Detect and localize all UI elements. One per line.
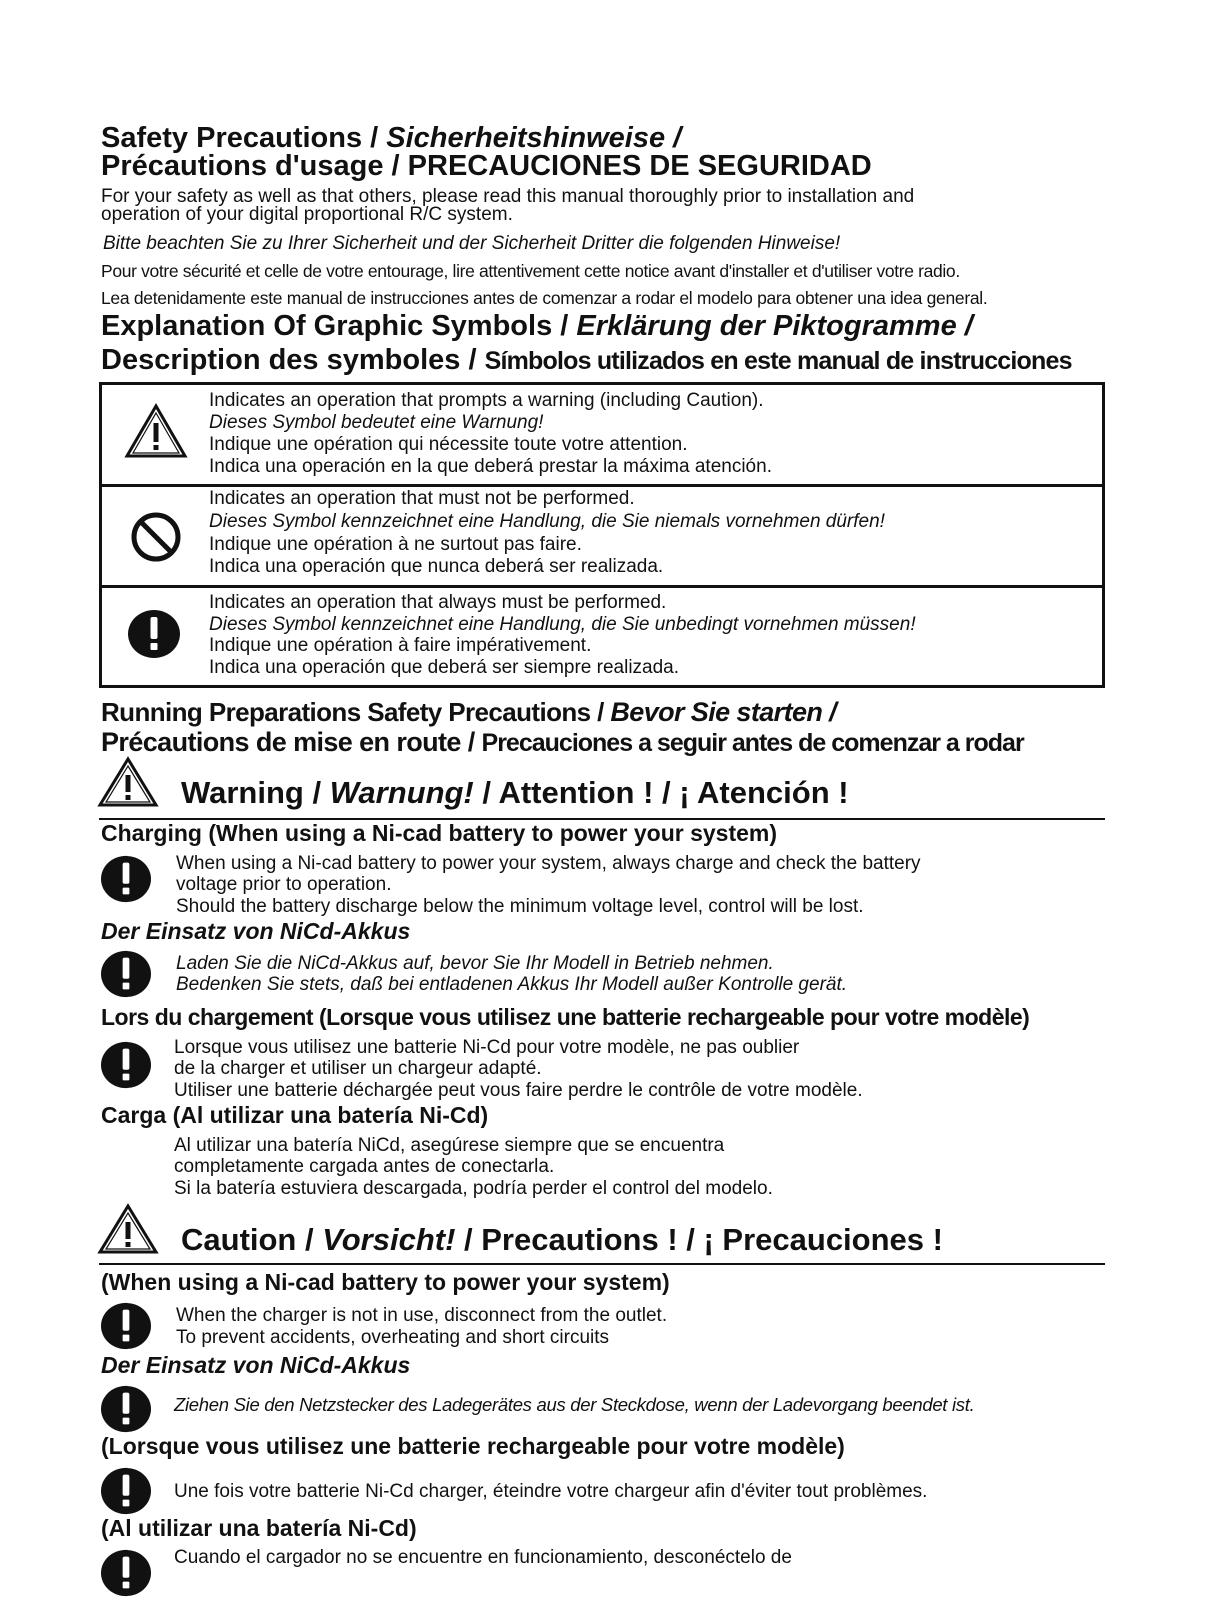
warning-de-line1: Laden Sie die NiCd-Akkus auf, bevor Sie Ihr Modell in Betrieb nehmen. [176,953,774,974]
caution-de-heading: Der Einsatz von NiCd-Akkus [101,1352,411,1378]
warning-triangle-icon [97,756,159,808]
intro-fr: Pour votre sécurité et celle de votre entourage, lire attentivement cette notice avant d'installer et d'utiliser votre radio. [101,261,960,281]
mandatory-exclamation-icon [99,1040,153,1090]
warning-de-line2: Bedenken Sie stets, daß bei entladenen Akkus Ihr Modell außer Kontrolle gerät. [176,974,848,995]
caution-fr-line1: Une fois votre batterie Ni-Cd charger, éteindre votre chargeur afin d'éviter tout problèmes. [174,1481,928,1502]
warning-en-heading: Charging (When using a Ni-cad battery to power your system) [101,820,778,846]
symbol-row-2-en: Indicates an operation that must not be performed. [209,488,635,509]
symbol-row-1-es: Indica una operación en la que deberá prestar la máxima atención. [209,456,772,477]
symbols-heading-fr: Description des symboles / [101,344,485,376]
warning-es-line3: Si la batería estuviera descargada, podría perder el control del modelo. [174,1178,773,1199]
caution-title-en: Caution / [181,1222,323,1257]
symbol-row-3-es: Indica una operación que deberá ser siempre realizada. [209,657,680,678]
symbols-heading-es: Símbolos utilizados en este manual de instrucciones [484,347,1072,375]
caution-en-line2: To prevent accidents, overheating and short circuits [176,1327,610,1348]
symbol-row-2-es: Indica una operación que nunca deberá ser realizada. [209,556,664,577]
symbol-row-2-de: Dieses Symbol kennzeichnet eine Handlung, die Sie niemals vornehmen dürfen! [209,511,885,532]
symbols-heading-line2 [101,343,1072,378]
symbols-heading-line1 [101,309,973,343]
symbol-row-3-fr: Indique une opération à faire impérativement. [209,635,592,656]
caution-triangle-icon [97,1203,159,1255]
caution-en-heading: (When using a Ni-cad battery to power your system) [101,1269,670,1295]
running-heading-line2 [101,727,1024,758]
warning-triangle-icon [124,403,188,459]
warning-en-line3: Should the battery discharge below the minimum voltage level, control will be lost. [176,896,864,917]
running-heading-en: Running Preparations Safety Precautions / [101,697,611,727]
warning-es-line1: Al utilizar una batería NiCd, asegúrese siempre que se encuentra [174,1135,725,1156]
running-heading-line1 [101,697,836,727]
symbol-row-2-fr: Indique une opération à ne surtout pas faire. [209,534,582,555]
caution-es-heading: (Al utilizar una batería Ni-Cd) [101,1515,417,1541]
mandatory-exclamation-icon [99,1548,153,1598]
intro-en-line1: For your safety as well as that others, please read this manual thoroughly prior to installation and [101,186,915,207]
caution-fr-heading: (Lorsque vous utilisez une batterie rechargeable pour votre modèle) [101,1433,845,1459]
mandatory-exclamation-icon [99,1301,153,1351]
prohibited-icon [129,510,183,564]
caution-es-line1: Cuando el cargador no se encuentre en funcionamiento, desconéctelo de [174,1547,792,1568]
symbols-heading-en: Explanation Of Graphic Symbols / [101,310,577,342]
mandatory-exclamation-icon [99,949,153,999]
caution-en-line1: When the charger is not in use, disconnect from the outlet. [176,1305,668,1326]
caution-title [181,1222,943,1258]
caution-title-de: Vorsicht! [322,1222,456,1257]
running-heading-es: Precauciones a seguir antes de comenzar a rodar [481,729,1024,757]
warning-en-line1: When using a Ni-cad battery to power your system, always charge and check the battery [176,853,921,874]
symbol-row-1-fr: Indique une opération qui nécessite toute votre attention. [209,434,688,455]
intro-en-line2: operation of your digital proportional R/C system. [101,204,513,225]
symbol-row-1-en: Indicates an operation that prompts a warning (including Caution). [209,390,764,411]
warning-es-heading: Carga (Al utilizar una batería Ni-Cd) [101,1102,489,1128]
intro-es: Lea detenidamente este manual de instrucciones antes de comenzar a rodar el modelo para obtener una idea general. [101,288,988,308]
title-de: Sicherheitshinweise / [386,122,682,154]
title-en: Safety Precautions / [101,122,387,154]
symbol-row-1-de: Dieses Symbol bedeutet eine Warnung! [209,412,544,433]
warning-title-de: Warnung! [329,775,474,810]
warning-title-en: Warning / [181,775,330,810]
warning-title [181,775,849,811]
symbols-heading-de: Erklärung der Piktogramme / [576,310,973,342]
running-heading-de: Bevor Sie starten / [610,697,837,727]
symbol-row-3-en: Indicates an operation that always must be performed. [209,592,667,613]
warning-fr-line3: Utiliser une batterie déchargée peut vous faire perdre le contrôle de votre modèle. [174,1080,863,1101]
warning-fr-line1: Lorsque vous utilisez une batterie Ni-Cd pour votre modèle, ne pas oublier [174,1037,800,1058]
symbols-table [99,382,1105,688]
mandatory-exclamation-icon [126,608,182,660]
warning-de-heading: Der Einsatz von NiCd-Akkus [101,918,411,944]
page-title-line1 [101,124,681,152]
mandatory-exclamation-icon [99,1384,153,1434]
caution-title-fr-es: / Precautions ! / ¡ Precauciones ! [455,1222,943,1257]
page-title-line2: Précautions d'usage / PRECAUCIONES DE SEGURIDAD [101,150,872,182]
caution-de-line1: Ziehen Sie den Netzstecker des Ladegerätes aus der Steckdose, wenn der Ladevorgang beendet ist. [174,1394,975,1415]
mandatory-exclamation-icon [99,854,153,904]
caution-divider [99,1263,1105,1265]
warning-fr-heading: Lors du chargement (Lorsque vous utilisez une batterie rechargeable pour votre modèle) [101,1004,1030,1030]
running-heading-fr: Précautions de mise en route / [101,727,482,757]
warning-fr-line2: de la charger et utiliser un chargeur adapté. [174,1058,542,1079]
warning-title-fr-es: / Attention ! / ¡ Atención ! [473,775,849,810]
warning-es-line2: completamente cargada antes de conectarla. [174,1156,555,1177]
intro-de: Bitte beachten Sie zu Ihrer Sicherheit und der Sicherheit Dritter die folgenden Hinweise! [103,233,841,254]
symbol-row-3-de: Dieses Symbol kennzeichnet eine Handlung, die Sie unbedingt vornehmen müssen! [209,614,916,635]
mandatory-exclamation-icon [99,1466,153,1516]
warning-en-line2: voltage prior to operation. [176,874,392,895]
